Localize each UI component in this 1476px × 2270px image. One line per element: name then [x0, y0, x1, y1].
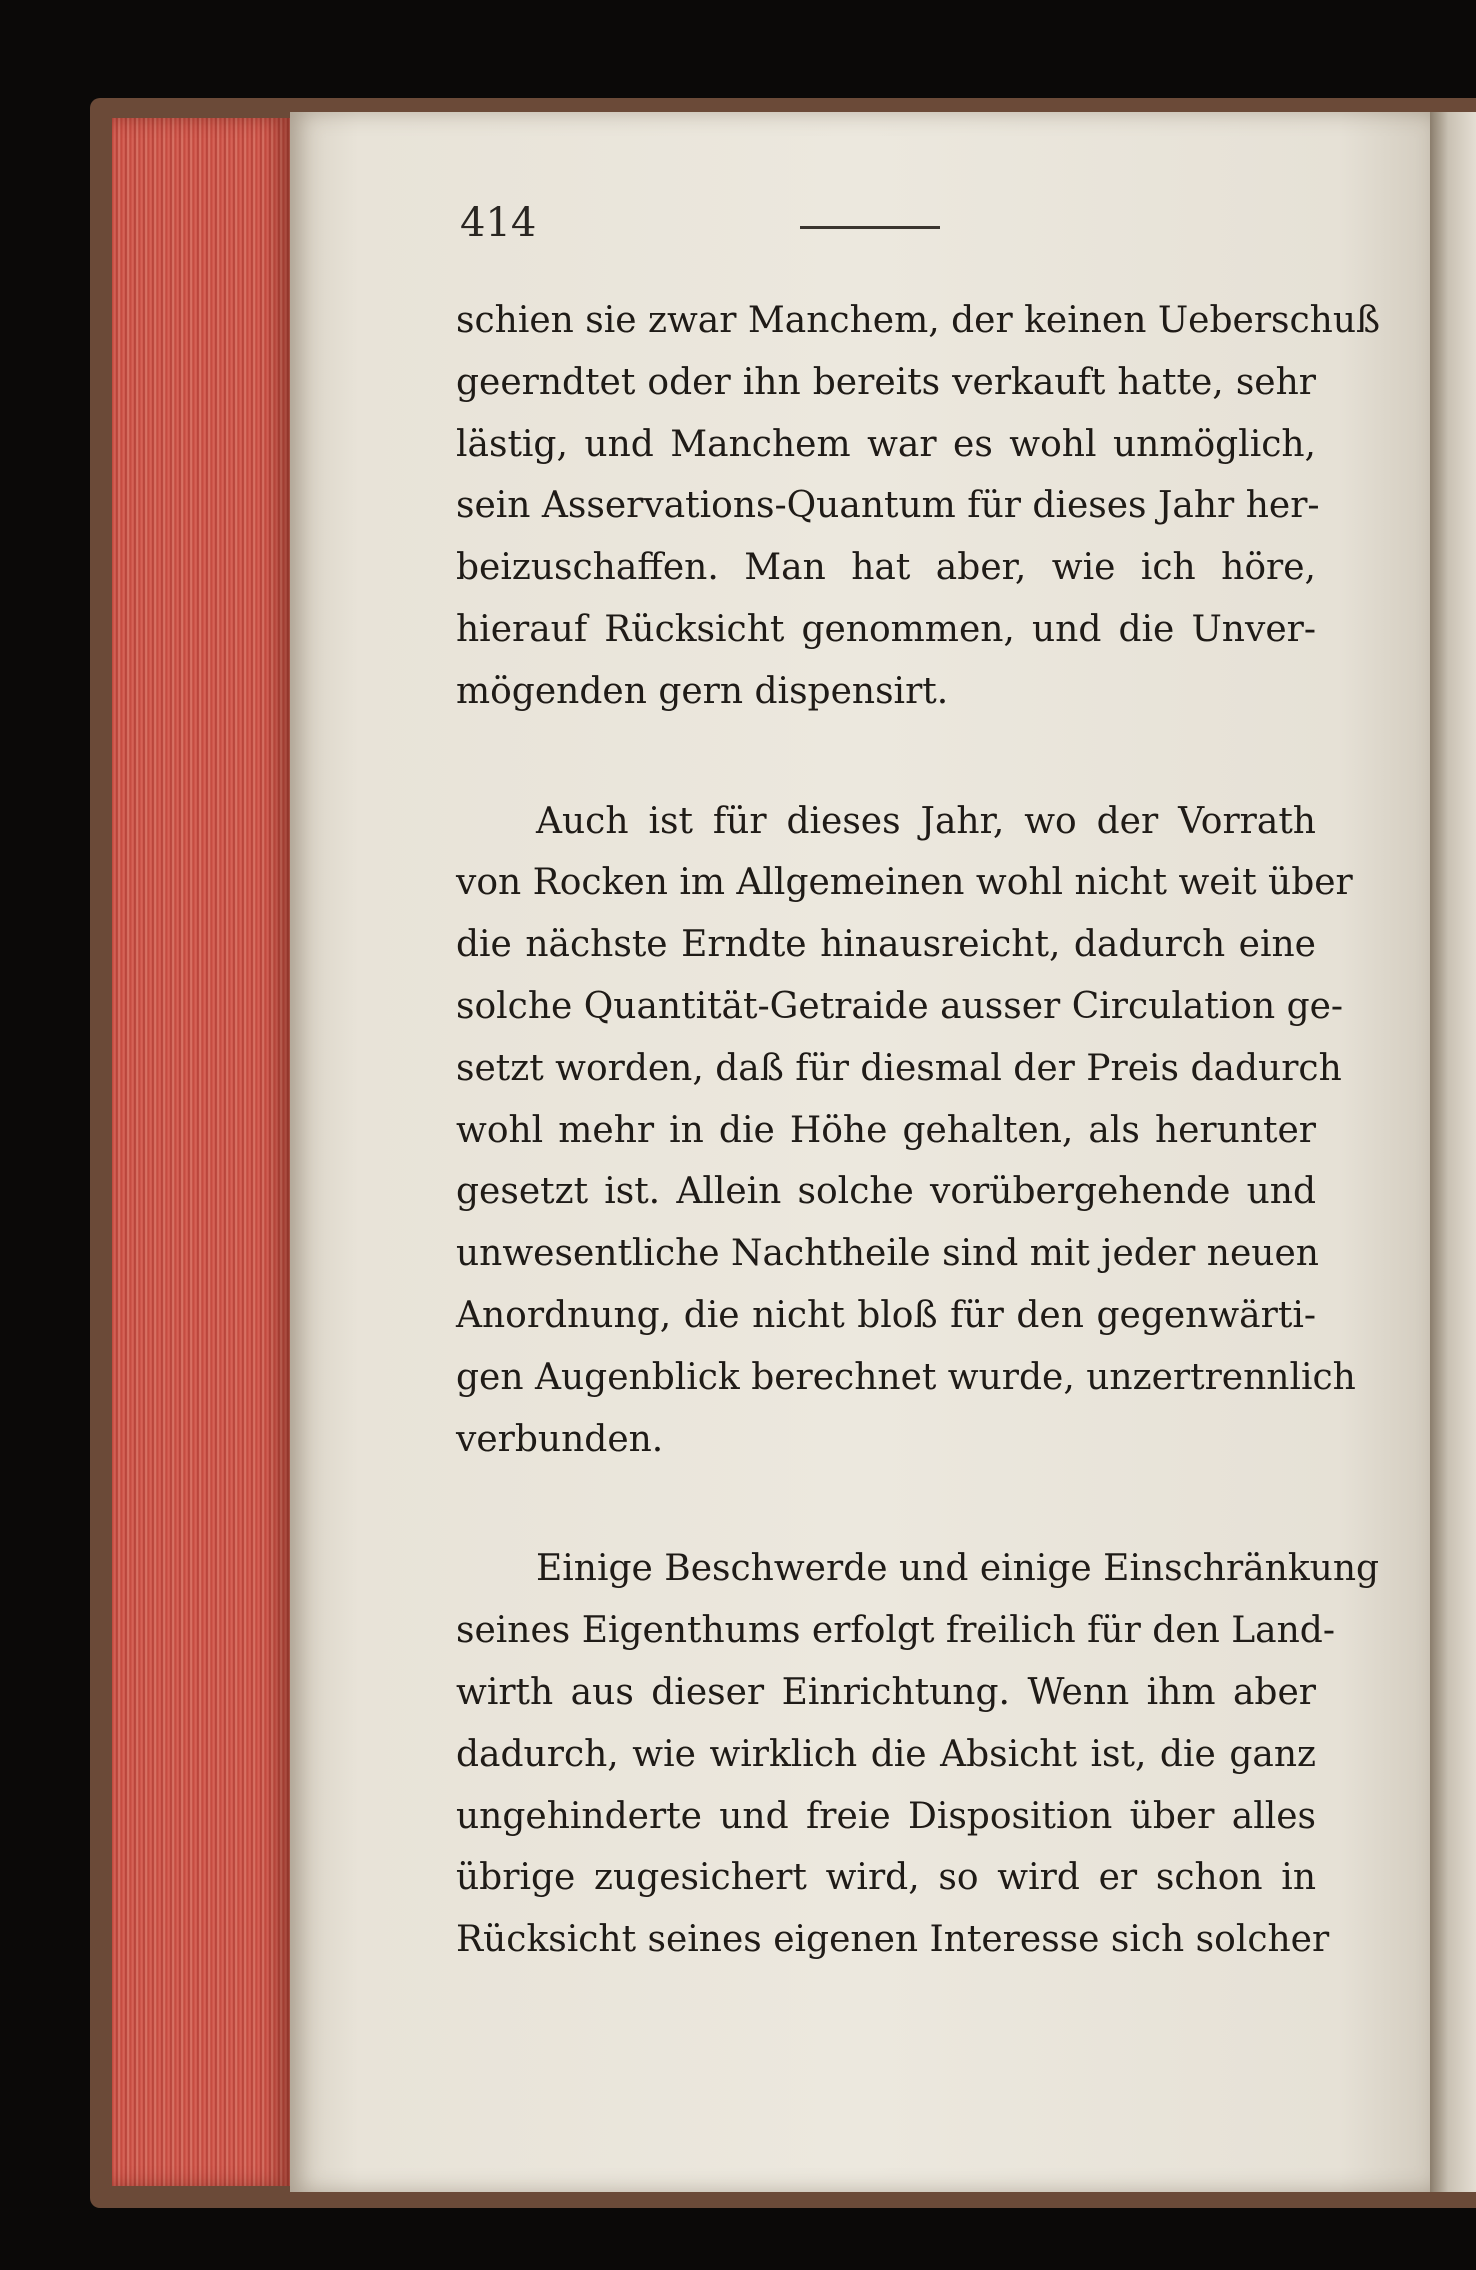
text-line: gesetzt ist. Allein solche vorübergehende und: [456, 1171, 1316, 1213]
paragraph-gap: [456, 723, 1316, 791]
text-line: Anordnung, die nicht bloß für den gegenwärti-: [456, 1294, 1316, 1336]
text-line: wohl mehr in die Höhe gehalten, als herunter: [456, 1109, 1316, 1151]
text-line: seines Eigenthums erfolgt freilich für den Land-: [456, 1610, 1335, 1652]
text-line: lästig, und Manchem war es wohl unmöglich,: [456, 423, 1316, 465]
text-line: von Rocken im Allgemeinen wohl nicht weit über: [456, 862, 1353, 904]
page-header: [460, 200, 1360, 260]
text-line: mögenden gern dispensirt.: [456, 670, 949, 712]
text-line: wirth aus dieser Einrichtung. Wenn ihm aber: [456, 1671, 1316, 1713]
facing-page-edge: [1430, 112, 1476, 2192]
paragraph-2: [456, 791, 1356, 1471]
text-line: solche Quantität-Getraide ausser Circulation ge-: [456, 985, 1344, 1027]
text-line: verbunden.: [456, 1418, 664, 1460]
text-line: schien sie zwar Manchem, der keinen Ueberschuß: [456, 300, 1381, 341]
text-line: dadurch, wie wirklich die Absicht ist, die ganz: [456, 1733, 1316, 1775]
text-line: hierauf Rücksicht genommen, und die Unver-: [456, 608, 1316, 650]
text-line: übrige zugesichert wird, so wird er schon in: [456, 1857, 1316, 1899]
text-line: die nächste Erndte hinausreicht, dadurch eine: [456, 924, 1316, 966]
paragraph-1: [456, 290, 1381, 723]
text-line: geerndtet oder ihn bereits verkauft hatte, sehr: [456, 361, 1316, 403]
text-line: ungehinderte und freie Disposition über alles: [456, 1795, 1316, 1837]
page-text: [456, 290, 1381, 1971]
text-line: Einige Beschwerde und einige Einschränkung: [536, 1548, 1380, 1590]
text-line: setzt worden, daß für diesmal der Preis dadurch: [456, 1047, 1342, 1089]
page-edges: [112, 118, 290, 2186]
text-line: Rücksicht seines eigenen Interesse sich solcher: [456, 1919, 1330, 1961]
text-line: beizuschaffen. Man hat aber, wie ich höre,: [456, 547, 1316, 589]
text-line: unwesentliche Nachtheile sind mit jeder neuen: [456, 1233, 1319, 1275]
page-number: 414: [460, 200, 537, 246]
paragraph-3: [456, 1538, 1380, 1971]
text-line: gen Augenblick berechnet wurde, unzertrennlich: [456, 1356, 1356, 1398]
text-line: Auch ist für dieses Jahr, wo der Vorrath: [536, 800, 1316, 842]
text-line: sein Asservations-Quantum für dieses Jahr her-: [456, 485, 1320, 527]
header-rule: [800, 226, 940, 229]
paragraph-gap: [456, 1470, 1316, 1538]
